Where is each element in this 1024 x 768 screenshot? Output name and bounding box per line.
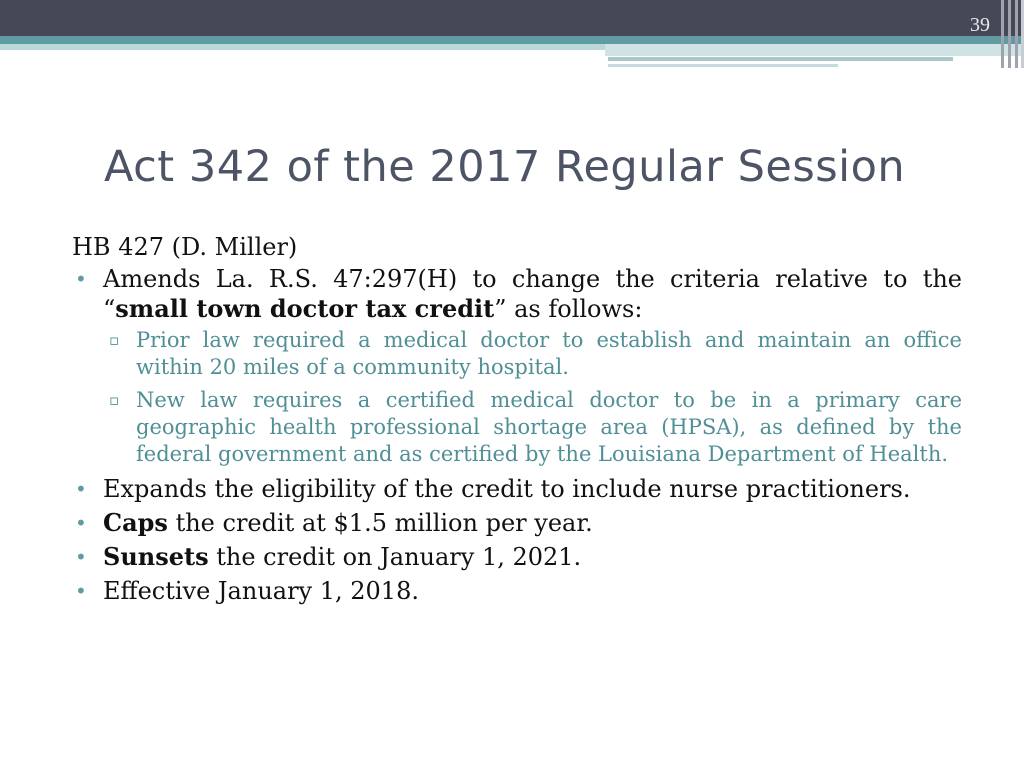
header-band <box>0 0 1024 36</box>
header-right-line <box>608 64 838 67</box>
header-accent-stripe <box>0 36 1024 44</box>
header-accent-stripe-light <box>0 44 605 50</box>
bullet-sunsets <box>72 542 962 572</box>
bullet-text: the credit at $1.5 million per year. <box>167 509 593 537</box>
bullet-bold-text: small town doctor tax credit <box>115 294 495 323</box>
bullet-expands <box>72 474 962 504</box>
sub-bullet-prior-law: ▫ Prior law required a medical doctor to establish and maintain an office within 20 miles of a community hospital. <box>103 327 962 381</box>
bullet-bold-text: Sunsets <box>103 542 209 571</box>
bullet-bold-text: Caps <box>103 508 168 537</box>
bill-reference: HB 427 (D. Miller) <box>72 233 298 261</box>
bullet-caps <box>72 508 962 538</box>
sub-bullet-new-law: ▫ New law requires a certified medical doctor to be in a primary care geographic health professional shortage area (HPSA), as defined by the federal government and as certified by the Louisiana Department of Health. <box>103 387 962 468</box>
slide-title: Act 342 of the 2017 Regular Session <box>104 142 906 192</box>
slide-body <box>72 232 962 610</box>
header-vertical-stripe <box>1008 0 1011 68</box>
slide-number: 39 <box>970 14 990 36</box>
bullet-text: ” as follows: <box>494 295 643 323</box>
bullet-amends <box>72 264 962 468</box>
sub-bullet-list <box>103 327 962 468</box>
bullet-text: the credit on January 1, 2021. <box>208 543 582 571</box>
bullet-list <box>72 264 962 606</box>
bullet-text: Amends La. R.S. 47:297(H) to change the criteria relative to the “ <box>103 265 962 323</box>
header-vertical-stripe <box>1001 0 1004 68</box>
bullet-effective <box>72 576 962 606</box>
bullet-text: Effective January 1, 2018. <box>103 577 419 605</box>
header-right-line <box>608 57 953 61</box>
header-right-block <box>605 44 1024 56</box>
bullet-text: Expands the eligibility of the credit to include nurse practitioners. <box>103 475 911 503</box>
header-vertical-stripe <box>1015 0 1018 68</box>
